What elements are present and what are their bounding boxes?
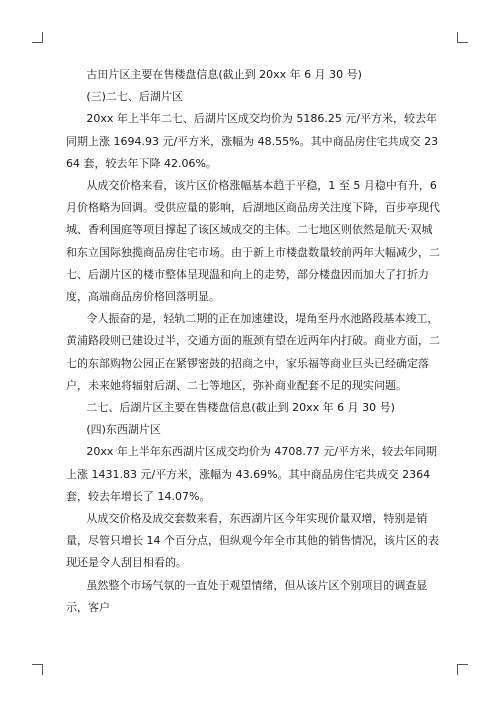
paragraph-erqi-transport: 令人振奋的是，轻轨二期的正在加速建设，堤角至丹水池路段基本竣工，黄浦路段则已建设过半，交通方面的瓶颈有望在近两年内打破。商业方面，二七的东部购物公园正在紧锣密鼓的招商之中，家乐福等商业巨头已经确定落户，未来她将辐射后湖、二七等地区，弥补商业配套不足的现实问题。 [66, 312, 440, 392]
heading-gutian-listings: 古田片区主要在售楼盘信息(截止到 20xx 年 6 月 30 号) [86, 68, 362, 81]
crop-mark-bottom-right [457, 664, 468, 675]
crop-mark-top-left [32, 32, 43, 43]
crop-mark-top-right [457, 32, 468, 43]
document-body [66, 64, 440, 619]
section-heading-erqi-houhu: (三)二七、后湖片区 [86, 90, 183, 104]
section-heading-dongxihu: (四)东西湖片区 [86, 423, 161, 437]
paragraph-erqi-analysis: 从成交价格来看，该片区价格涨幅基本趋于平稳，1 至 5 月稳中有升，6 月价格略为回调。受供应量的影响，后湖地区商品房关注度下降，百步亭现代城、香利国庭等项目撑起了该区域成交的主体。二七地区则依然是航天·双城和东立国际独揽商品房住宅市场。由于新上市楼盘数量较前两年大幅减少，二七、后湖片区的楼市整体呈现温和向上的走势，部分楼盘因而加大了打折力度，高端商品房价格回落明显。 [66, 179, 440, 304]
paragraph-erqi-price: 20xx 年上半年二七、后湖片区成交均价为 5186.25 元/平方米，较去年同期上涨 1694.93 元/平方米，涨幅为 48.55%。其中商品房住宅共成交 2364 套，较去年下降 42.06%。 [66, 112, 439, 170]
paragraph-dongxihu-price: 20xx 年上半年东西湖片区成交均价为 4708.77 元/平方米，较去年同期上涨 1431.83 元/平方米，涨幅为 43.69%。其中商品房住宅共成交 2364 套，较去年增长了 14.07%。 [66, 445, 438, 503]
heading-erqi-listings: 二七、后湖片区主要在售楼盘信息(截止到 20xx 年 6 月 30 号) [86, 401, 395, 415]
crop-mark-bottom-left [32, 664, 43, 675]
paragraph-dongxihu-analysis: 从成交价格及成交套数来看，东西湖片区今年实现价量双增，特别是销量，尽管只增长 14 个百分点，但纵观今年全市其他的销售情况，该片区的表现还是令人刮目相看的。 [66, 512, 439, 570]
paragraph-dongxihu-market: 虽然整个市场气氛的一直处于观望情绪，但从该片区个别项目的调查显示，客户 [66, 578, 428, 614]
